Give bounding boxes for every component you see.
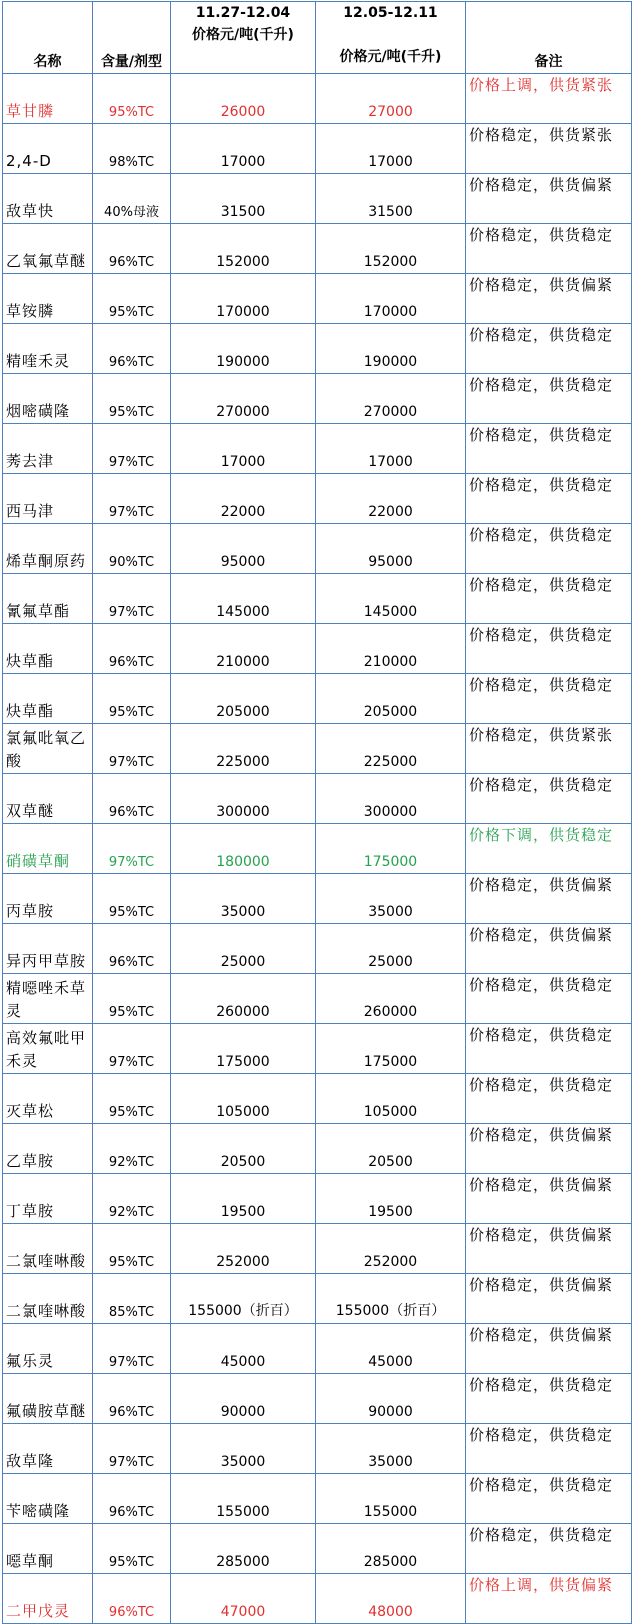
- spec-cell: 97%TC: [93, 724, 171, 774]
- product-name-cell: 敌草隆: [3, 1424, 93, 1474]
- table-row: [3, 924, 632, 974]
- price-period1-cell: 300000: [171, 774, 316, 824]
- table-row: [3, 1524, 632, 1574]
- price-period2-cell: 45000: [316, 1324, 466, 1374]
- note-cell: 价格稳定，供货稳定: [466, 574, 632, 624]
- table-row: [3, 1174, 632, 1224]
- price-period1-cell: 95000: [171, 524, 316, 574]
- spec-cell: 95%TC: [93, 1074, 171, 1124]
- spec-cell: 92%TC: [93, 1124, 171, 1174]
- product-name-cell: 高效氟吡甲禾灵: [3, 1024, 93, 1074]
- price-period1-cell: 90000: [171, 1374, 316, 1424]
- table-row: [3, 324, 632, 374]
- spec-cell: 96%TC: [93, 324, 171, 374]
- product-name-cell: 氟乐灵: [3, 1324, 93, 1374]
- table-row: [3, 274, 632, 324]
- table-row: [3, 424, 632, 474]
- table-row: [3, 1024, 632, 1074]
- table-row: [3, 524, 632, 574]
- note-cell: 价格稳定，供货稳定: [466, 524, 632, 574]
- note-cell: 价格稳定，供货稳定: [466, 1524, 632, 1574]
- product-name-cell: 2,4-D: [3, 124, 93, 174]
- price-period2-cell: 170000: [316, 274, 466, 324]
- price-period1-cell: 260000: [171, 974, 316, 1024]
- product-name-cell: 二氯喹啉酸: [3, 1274, 93, 1324]
- price-period1-cell: 47000: [171, 1574, 316, 1624]
- product-name-cell: 异丙甲草胺: [3, 924, 93, 974]
- table-row: [3, 774, 632, 824]
- spec-cell: 97%TC: [93, 1424, 171, 1474]
- price-period1-cell: 170000: [171, 274, 316, 324]
- product-name-cell: 炔草酯: [3, 624, 93, 674]
- note-cell: 价格稳定，供货偏紧: [466, 1324, 632, 1374]
- price-period1-cell: 19500: [171, 1174, 316, 1224]
- table-row: [3, 1574, 632, 1624]
- price-period2-cell: 175000: [316, 824, 466, 874]
- price-period1-cell: 180000: [171, 824, 316, 874]
- table-row: [3, 124, 632, 174]
- table-row: [3, 1324, 632, 1374]
- price-period2-cell: 260000: [316, 974, 466, 1024]
- note-cell: 价格稳定，供货稳定: [466, 224, 632, 274]
- price-period1-cell: 31500: [171, 174, 316, 224]
- price-period2-cell: 35000: [316, 874, 466, 924]
- note-cell: 价格稳定，供货稳定: [466, 1374, 632, 1424]
- price-period2-cell: 175000: [316, 1024, 466, 1074]
- price-period2-cell: 205000: [316, 674, 466, 724]
- spec-cell: 96%TC: [93, 624, 171, 674]
- product-name-cell: 二氯喹啉酸: [3, 1224, 93, 1274]
- price-period2-cell: 105000: [316, 1074, 466, 1124]
- product-name-cell: 氰氟草酯: [3, 574, 93, 624]
- table-row: [3, 574, 632, 624]
- spec-cell: 90%TC: [93, 524, 171, 574]
- price-period2-cell: 48000: [316, 1574, 466, 1624]
- price-period1-cell: 210000: [171, 624, 316, 674]
- price-period1-cell: 145000: [171, 574, 316, 624]
- spec-cell: 95%TC: [93, 874, 171, 924]
- note-cell: 价格稳定，供货偏紧: [466, 1124, 632, 1174]
- note-cell: 价格稳定，供货偏紧: [466, 924, 632, 974]
- header-period2-unit: 价格元/吨(千升): [339, 49, 442, 65]
- note-cell: 价格稳定，供货稳定: [466, 674, 632, 724]
- table-row: [3, 1124, 632, 1174]
- product-name-cell: 乙草胺: [3, 1124, 93, 1174]
- table-row: [3, 1274, 632, 1324]
- spec-cell: 95%TC: [93, 1524, 171, 1574]
- table-row: [3, 724, 632, 774]
- table-row: [3, 824, 632, 874]
- note-cell: 价格稳定，供货稳定: [466, 474, 632, 524]
- product-name-cell: 丙草胺: [3, 874, 93, 924]
- price-period2-cell: 285000: [316, 1524, 466, 1574]
- note-cell: 价格稳定，供货稳定: [466, 1474, 632, 1524]
- product-name-cell: 炔草酯: [3, 674, 93, 724]
- header-period2-date: 12.05-12.11: [343, 5, 438, 21]
- price-period2-cell: 190000: [316, 324, 466, 374]
- price-period1-cell: 175000: [171, 1024, 316, 1074]
- price-period2-cell: 95000: [316, 524, 466, 574]
- table-row: [3, 874, 632, 924]
- note-cell: 价格稳定，供货紧张: [466, 124, 632, 174]
- price-period2-cell: 90000: [316, 1374, 466, 1424]
- table-row: [3, 224, 632, 274]
- price-table: [2, 1, 632, 1624]
- product-name-cell: 丁草胺: [3, 1174, 93, 1224]
- table-row: [3, 1224, 632, 1274]
- spec-cell: 97%TC: [93, 574, 171, 624]
- spec-cell: 96%TC: [93, 924, 171, 974]
- price-period1-cell: 20500: [171, 1124, 316, 1174]
- price-period2-cell: 155000: [316, 1474, 466, 1524]
- price-period1-cell: 35000: [171, 874, 316, 924]
- spec-cell: 96%TC: [93, 224, 171, 274]
- note-cell: 价格稳定，供货稳定: [466, 324, 632, 374]
- price-period1-cell: 22000: [171, 474, 316, 524]
- price-period2-cell: 25000: [316, 924, 466, 974]
- header-row: [3, 2, 632, 74]
- price-period2-cell: 225000: [316, 724, 466, 774]
- note-cell: 价格稳定，供货偏紧: [466, 174, 632, 224]
- price-period2-cell: 20500: [316, 1124, 466, 1174]
- note-cell: 价格稳定，供货稳定: [466, 974, 632, 1024]
- header-spec: 含量/剂型: [93, 2, 171, 74]
- table-row: [3, 1474, 632, 1524]
- product-name-cell: 草铵膦: [3, 274, 93, 324]
- table-row: [3, 974, 632, 1024]
- price-period2-cell: 252000: [316, 1224, 466, 1274]
- product-name-cell: 噁草酮: [3, 1524, 93, 1574]
- spec-cell: 95%TC: [93, 1224, 171, 1274]
- product-name-cell: 莠去津: [3, 424, 93, 474]
- price-period2-cell: 17000: [316, 424, 466, 474]
- spec-cell: 85%TC: [93, 1274, 171, 1324]
- spec-cell: 98%TC: [93, 124, 171, 174]
- table-row: [3, 374, 632, 424]
- price-period2-cell: 35000: [316, 1424, 466, 1474]
- price-period1-cell: 155000: [171, 1474, 316, 1524]
- price-period1-cell: 45000: [171, 1324, 316, 1374]
- spec-cell: 40%母液: [93, 174, 171, 224]
- product-name-cell: 乙氧氟草醚: [3, 224, 93, 274]
- price-period2-cell: 31500: [316, 174, 466, 224]
- header-note: 备注: [466, 2, 632, 74]
- table-row: [3, 674, 632, 724]
- spec-cell: 95%TC: [93, 674, 171, 724]
- spec-cell: 97%TC: [93, 424, 171, 474]
- note-cell: 价格稳定，供货紧张: [466, 724, 632, 774]
- spec-cell: 95%TC: [93, 74, 171, 124]
- header-period2: [316, 2, 466, 74]
- note-cell: 价格下调，供货稳定: [466, 824, 632, 874]
- price-period2-cell: 152000: [316, 224, 466, 274]
- table-row: [3, 474, 632, 524]
- table-row: [3, 74, 632, 124]
- spec-cell: 95%TC: [93, 374, 171, 424]
- product-name-cell: 草甘膦: [3, 74, 93, 124]
- table-row: [3, 624, 632, 674]
- note-cell: 价格稳定，供货稳定: [466, 424, 632, 474]
- header-period1-unit: 价格元/吨(千升): [192, 27, 294, 43]
- note-cell: 价格稳定，供货稳定: [466, 1074, 632, 1124]
- price-period2-cell: 155000（折百）: [316, 1274, 466, 1324]
- price-period1-cell: 152000: [171, 224, 316, 274]
- product-name-cell: 西马津: [3, 474, 93, 524]
- product-name-cell: 精喹禾灵: [3, 324, 93, 374]
- note-cell: 价格稳定，供货偏紧: [466, 1274, 632, 1324]
- spec-cell: 95%TC: [93, 274, 171, 324]
- price-period1-cell: 17000: [171, 124, 316, 174]
- price-period2-cell: 27000: [316, 74, 466, 124]
- price-period2-cell: 17000: [316, 124, 466, 174]
- spec-cell: 95%TC: [93, 974, 171, 1024]
- note-cell: 价格稳定，供货稳定: [466, 374, 632, 424]
- note-cell: 价格稳定，供货偏紧: [466, 1224, 632, 1274]
- price-period1-cell: 17000: [171, 424, 316, 474]
- product-name-cell: 硝磺草酮: [3, 824, 93, 874]
- note-cell: 价格稳定，供货稳定: [466, 1024, 632, 1074]
- price-period1-cell: 35000: [171, 1424, 316, 1474]
- product-name-cell: 精噁唑禾草灵: [3, 974, 93, 1024]
- note-cell: 价格稳定，供货偏紧: [466, 1174, 632, 1224]
- table-row: [3, 174, 632, 224]
- product-name-cell: 烟嘧磺隆: [3, 374, 93, 424]
- price-period1-cell: 225000: [171, 724, 316, 774]
- header-name: 名称: [3, 2, 93, 74]
- product-name-cell: 灭草松: [3, 1074, 93, 1124]
- price-period1-cell: 205000: [171, 674, 316, 724]
- table-row: [3, 1374, 632, 1424]
- product-name-cell: 敌草快: [3, 174, 93, 224]
- product-name-cell: 烯草酮原药: [3, 524, 93, 574]
- price-period1-cell: 252000: [171, 1224, 316, 1274]
- product-name-cell: 双草醚: [3, 774, 93, 824]
- note-cell: 价格上调，供货偏紧: [466, 1574, 632, 1624]
- price-period2-cell: 270000: [316, 374, 466, 424]
- spec-cell: 96%TC: [93, 774, 171, 824]
- header-period1: [171, 2, 316, 74]
- spec-cell: 92%TC: [93, 1174, 171, 1224]
- price-period1-cell: 285000: [171, 1524, 316, 1574]
- price-period1-cell: 26000: [171, 74, 316, 124]
- price-period2-cell: 300000: [316, 774, 466, 824]
- price-period2-cell: 22000: [316, 474, 466, 524]
- product-name-cell: 氟磺胺草醚: [3, 1374, 93, 1424]
- price-period1-cell: 190000: [171, 324, 316, 374]
- spec-cell: 96%TC: [93, 1374, 171, 1424]
- note-cell: 价格稳定，供货偏紧: [466, 274, 632, 324]
- table-row: [3, 1074, 632, 1124]
- spec-cell: 97%TC: [93, 1324, 171, 1374]
- product-name-cell: 苄嘧磺隆: [3, 1474, 93, 1524]
- product-name-cell: 氯氟吡氧乙酸: [3, 724, 93, 774]
- header-period1-date: 11.27-12.04: [195, 5, 291, 21]
- price-period2-cell: 19500: [316, 1174, 466, 1224]
- note-cell: 价格稳定，供货稳定: [466, 774, 632, 824]
- note-cell: 价格稳定，供货偏紧: [466, 874, 632, 924]
- price-period1-cell: 25000: [171, 924, 316, 974]
- note-cell: 价格稳定，供货稳定: [466, 1424, 632, 1474]
- spec-cell: 97%TC: [93, 1024, 171, 1074]
- spec-cell: 97%TC: [93, 824, 171, 874]
- note-cell: 价格上调，供货紧张: [466, 74, 632, 124]
- price-period1-cell: 155000（折百）: [171, 1274, 316, 1324]
- price-period1-cell: 270000: [171, 374, 316, 424]
- spec-cell: 97%TC: [93, 474, 171, 524]
- price-period1-cell: 105000: [171, 1074, 316, 1124]
- table-row: [3, 1424, 632, 1474]
- spec-cell: 96%TC: [93, 1474, 171, 1524]
- price-period2-cell: 145000: [316, 574, 466, 624]
- spec-cell: 96%TC: [93, 1574, 171, 1624]
- product-name-cell: 二甲戊灵: [3, 1574, 93, 1624]
- note-cell: 价格稳定，供货稳定: [466, 624, 632, 674]
- price-period2-cell: 210000: [316, 624, 466, 674]
